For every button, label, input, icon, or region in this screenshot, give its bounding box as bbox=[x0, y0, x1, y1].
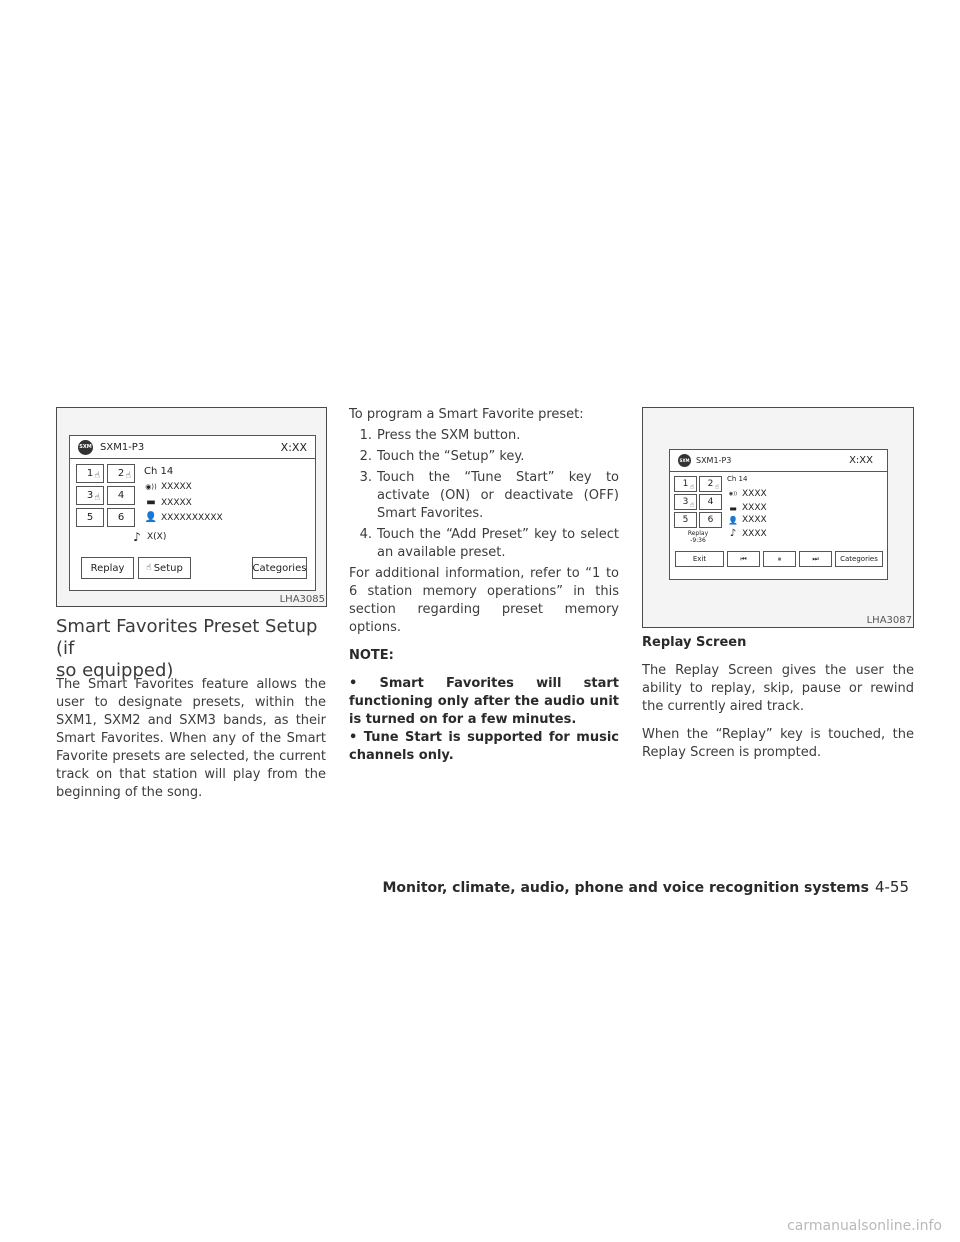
step-number: 3. bbox=[359, 470, 372, 485]
preset-label: 1 bbox=[682, 479, 689, 489]
preset-label: 2 bbox=[707, 479, 714, 489]
previous-track-button[interactable] bbox=[727, 551, 760, 567]
button-label: Replay bbox=[90, 562, 125, 574]
audio-screen bbox=[669, 449, 888, 580]
sxm-logo-text: SXM bbox=[679, 458, 690, 463]
album-row bbox=[144, 497, 192, 508]
song-row bbox=[130, 530, 166, 544]
channel-label bbox=[144, 466, 173, 477]
pause-button[interactable] bbox=[763, 551, 796, 567]
column-right bbox=[642, 634, 914, 762]
step-text: Touch the “Setup” key. bbox=[377, 449, 525, 464]
replay-button[interactable] bbox=[81, 557, 134, 579]
sxm-logo-icon bbox=[678, 454, 691, 467]
preset-label: 3 bbox=[682, 497, 689, 507]
hand-icon: ☝ bbox=[689, 501, 694, 509]
hand-icon: ☝ bbox=[714, 483, 719, 491]
footer-chapter-title: Monitor, climate, audio, phone and voice recognition systems bbox=[382, 880, 869, 896]
folder-icon: ▬ bbox=[729, 503, 737, 513]
categories-button[interactable] bbox=[835, 551, 883, 567]
program-steps bbox=[349, 427, 619, 562]
preset-label: 5 bbox=[682, 515, 689, 525]
artist-name-row bbox=[144, 512, 223, 523]
row-text: XXXX bbox=[742, 489, 767, 499]
button-label: Setup bbox=[153, 562, 183, 574]
section-title-line-2: so equipped) bbox=[56, 660, 174, 681]
program-intro: To program a Smart Favorite preset: bbox=[349, 407, 584, 422]
previous-icon: ⏮ bbox=[740, 554, 747, 563]
button-label: Exit bbox=[692, 555, 707, 563]
figure-frame bbox=[642, 407, 914, 628]
replay-status-label: Replay bbox=[687, 530, 709, 537]
replay-screen-heading: Replay Screen bbox=[642, 635, 747, 650]
channel-label bbox=[727, 475, 747, 483]
hand-icon: ☝ bbox=[94, 493, 100, 503]
band-label: SXM1-P3 bbox=[696, 456, 732, 465]
additional-info: For additional information, refer to “1 to 6 station memory operations” in this section regarding preset memory options. bbox=[349, 566, 619, 635]
hand-icon: ☝ bbox=[125, 471, 131, 481]
song-row bbox=[727, 528, 767, 539]
step-text: Touch the “Add Preset” key to select an available preset. bbox=[377, 527, 619, 560]
preset-2-button[interactable] bbox=[107, 464, 135, 483]
channel-text: Ch 14 bbox=[727, 475, 748, 483]
signal-icon: ◉)) bbox=[145, 483, 157, 491]
preset-label: 3 bbox=[86, 490, 94, 501]
preset-label: 6 bbox=[707, 515, 714, 525]
preset-3-button[interactable] bbox=[674, 494, 697, 510]
preset-5-button[interactable] bbox=[674, 512, 697, 528]
hand-icon: ☝ bbox=[689, 483, 694, 491]
pause-icon: ⏸ bbox=[777, 554, 782, 563]
replay-status bbox=[674, 530, 722, 544]
column-left bbox=[56, 676, 326, 802]
signal-icon: ◉)) bbox=[728, 491, 738, 497]
replay-time: -9:36 bbox=[690, 537, 706, 544]
audio-screen bbox=[69, 435, 316, 591]
hand-icon: ☝ bbox=[94, 471, 100, 481]
preset-1-button[interactable] bbox=[674, 476, 697, 492]
replay-paragraph-1: The Replay Screen gives the user the ability to replay, skip, pause or rewind the currently aired track. bbox=[642, 663, 914, 714]
preset-label: 1 bbox=[86, 468, 94, 479]
note-label: NOTE: bbox=[349, 648, 394, 663]
figure-smart-favorites bbox=[56, 407, 327, 606]
row-text: XXXXX bbox=[161, 482, 192, 492]
watermark: carmanualsonline.info bbox=[787, 1218, 942, 1234]
sxm-logo-icon bbox=[78, 440, 93, 455]
preset-5-button[interactable] bbox=[76, 508, 104, 527]
column-middle bbox=[349, 406, 619, 765]
step-item bbox=[349, 526, 619, 562]
preset-label: 5 bbox=[86, 512, 94, 523]
folder-icon: ▬ bbox=[146, 497, 156, 508]
button-label: Categories bbox=[840, 555, 878, 563]
step-item bbox=[349, 448, 619, 466]
sxm-logo-text: SXM bbox=[79, 444, 92, 450]
artist-name-row bbox=[727, 515, 767, 525]
hand-icon: ☝ bbox=[146, 563, 152, 573]
preset-label: 6 bbox=[117, 512, 125, 523]
step-number: 1. bbox=[359, 428, 372, 443]
music-note-icon: ♪ bbox=[133, 530, 141, 544]
clock-label: X:XX bbox=[280, 440, 307, 454]
preset-6-button[interactable] bbox=[107, 508, 135, 527]
page-number: 4-55 bbox=[874, 878, 909, 896]
setup-button[interactable] bbox=[138, 557, 191, 579]
step-number: 4. bbox=[359, 527, 372, 542]
exit-button[interactable] bbox=[675, 551, 724, 567]
step-item bbox=[349, 427, 619, 445]
row-text: XXXX bbox=[742, 515, 767, 525]
screen-header bbox=[70, 436, 315, 459]
step-number: 2. bbox=[359, 449, 372, 464]
person-icon: 👤 bbox=[144, 512, 158, 523]
artist-row bbox=[144, 482, 192, 492]
preset-4-button[interactable] bbox=[107, 486, 135, 505]
clock-label: X:XX bbox=[849, 455, 873, 466]
categories-button[interactable] bbox=[252, 557, 307, 579]
band-label: SXM1-P3 bbox=[100, 441, 145, 453]
row-text: XXXX bbox=[742, 503, 767, 513]
music-note-icon: ♪ bbox=[729, 528, 737, 539]
preset-2-button[interactable] bbox=[699, 476, 722, 492]
note-1: • Smart Favorites will start functioning only after the audio unit is turned on for a few minutes. bbox=[349, 676, 619, 727]
section-body: The Smart Favorites feature allows the user to designate presets, within the SXM1, SXM2 and SXM3 bands, as their Smart Favorites. When any of the Smart Favorite presets are selected, the current track on that station will play from the beginning of the song. bbox=[56, 677, 326, 800]
channel-text: Ch 14 bbox=[144, 466, 174, 477]
section-title bbox=[56, 616, 336, 682]
figure-code: LHA3085 bbox=[279, 594, 325, 605]
figure-frame bbox=[56, 407, 327, 607]
preset-label: 4 bbox=[117, 490, 125, 501]
button-label: Categories bbox=[252, 562, 307, 574]
artist-row bbox=[727, 489, 767, 499]
row-text: XXXXX bbox=[161, 497, 192, 508]
next-track-button[interactable] bbox=[799, 551, 832, 567]
preset-4-button[interactable] bbox=[699, 494, 722, 510]
note-2: • Tune Start is supported for music channels only. bbox=[349, 730, 619, 763]
figure-replay-screen bbox=[642, 407, 914, 627]
album-row bbox=[727, 503, 767, 513]
screen-header bbox=[670, 450, 887, 472]
preset-1-button[interactable] bbox=[76, 464, 104, 483]
replay-paragraph-2: When the “Replay” key is touched, the Replay Screen is prompted. bbox=[642, 727, 914, 760]
row-text: XXXX bbox=[742, 528, 767, 539]
step-item bbox=[349, 469, 619, 523]
section-title-line-1: Smart Favorites Preset Setup (if bbox=[56, 616, 318, 659]
preset-label: 2 bbox=[117, 468, 125, 479]
figure-code: LHA3087 bbox=[866, 615, 912, 626]
row-text: X(X) bbox=[147, 532, 167, 542]
page-footer bbox=[383, 877, 910, 898]
preset-3-button[interactable] bbox=[76, 486, 104, 505]
person-icon: 👤 bbox=[728, 515, 738, 525]
step-text: Press the SXM button. bbox=[377, 428, 521, 443]
next-icon: ⏭ bbox=[812, 554, 819, 563]
step-text: Touch the “Tune Start” key to activate (ON) or deactivate (OFF) Smart Favorites. bbox=[377, 470, 619, 521]
preset-label: 4 bbox=[707, 497, 714, 507]
row-text: XXXXXXXXXX bbox=[161, 512, 223, 523]
preset-6-button[interactable] bbox=[699, 512, 722, 528]
